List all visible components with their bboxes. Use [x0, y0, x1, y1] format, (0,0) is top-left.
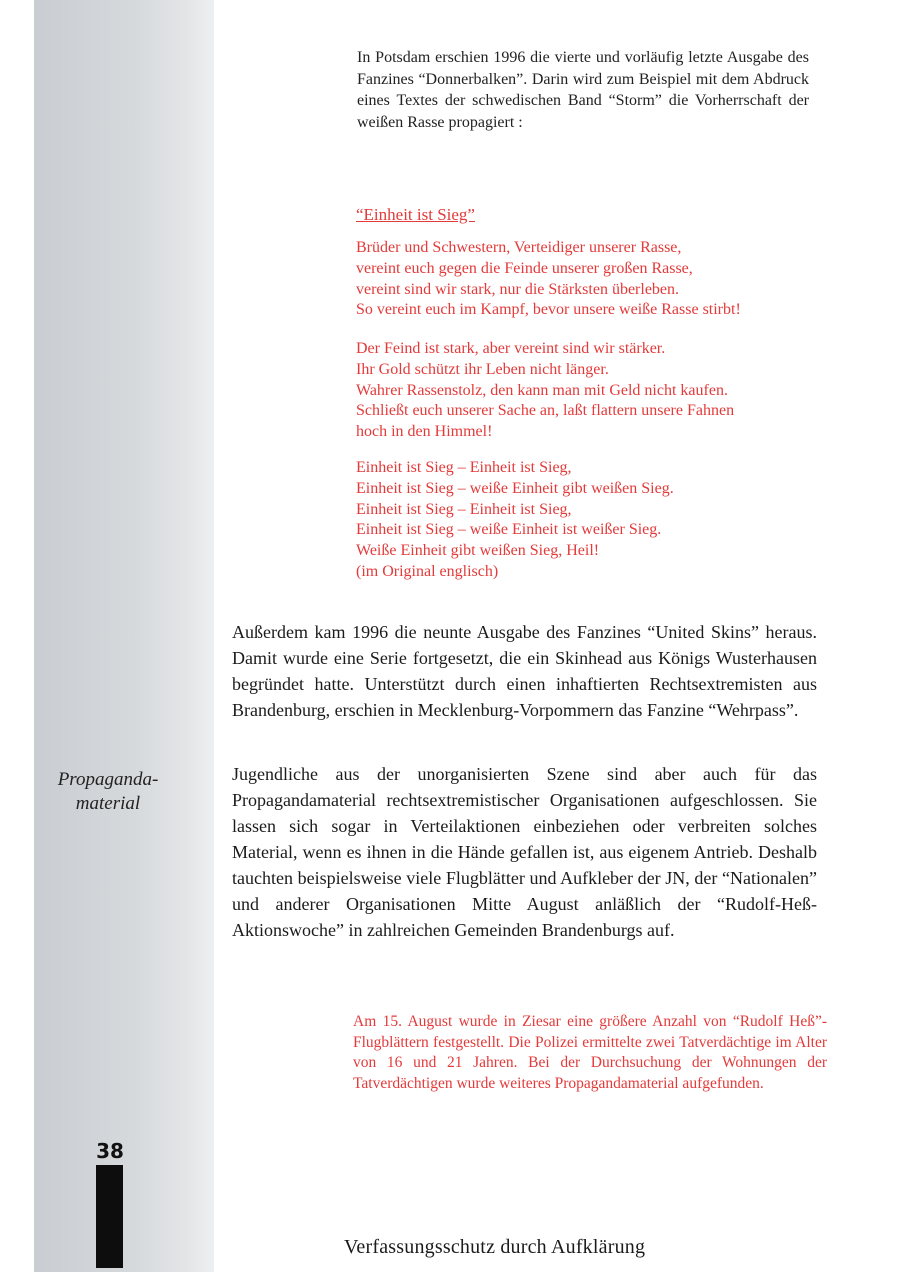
quote-line: vereint sind wir stark, nur die Stärksten überleben.	[356, 280, 680, 298]
quote-title: “Einheit ist Sieg”	[356, 205, 475, 224]
quote-line: Ihr Gold schützt ihr Leben nicht länger.	[356, 360, 609, 378]
quote-line: Schließt euch unserer Sache an, laßt flattern unsere Fahnen	[356, 402, 735, 420]
page-number: 38	[96, 1139, 124, 1163]
quote-line: hoch in den Himmel!	[356, 423, 493, 441]
quote-line: So vereint euch im Kampf, bevor unsere weiße Rasse stirbt!	[356, 301, 741, 319]
quote-line: Einheit ist Sieg – Einheit ist Sieg,	[356, 500, 572, 518]
body-paragraph-1: Außerdem kam 1996 die neunte Ausgabe des Fanzines “United Skins” heraus. Damit wurde eine Serie fortgesetzt, die ein Skinhead aus Königs Wusterhausen begründet hatte. Unterstützt durch einen inhaftierten Rechtsextremisten aus Brandenburg, erschien in Mecklenburg-Vorpommern das Fanzine “Wehrpass”.	[232, 622, 817, 720]
margin-strip	[34, 0, 214, 1272]
page-number-bar	[96, 1165, 123, 1268]
case-note: Am 15. August wurde in Ziesar eine größere Anzahl von “Rudolf Heß”-Flugblättern festgestellt. Die Polizei ermittelte zwei Tatverdächtige im Alter von 16 und 21 Jahren. Bei der Durchsuchung der Wohnungen der Tatverdächtigen wurde weiteres Propagandamaterial aufgefunden.	[353, 1013, 827, 1092]
margin-note-line1: Propaganda-	[57, 769, 159, 790]
quote-stanza-3	[356, 458, 826, 583]
quote-line: Weiße Einheit gibt weißen Sieg, Heil!	[356, 542, 600, 560]
quote-line: Brüder und Schwestern, Verteidiger unserer Rasse,	[356, 239, 682, 256]
quote-line: Einheit ist Sieg – weiße Einheit gibt weißen Sieg.	[356, 479, 674, 497]
quote-source-note: (im Original englisch)	[356, 562, 499, 580]
quote-line: Einheit ist Sieg – Einheit ist Sieg,	[356, 459, 572, 476]
quote-line: Der Feind ist stark, aber vereint sind wir stärker.	[356, 340, 666, 357]
quote-stanza-2	[356, 339, 826, 443]
page-footer: Verfassungsschutz durch Aufklärung	[344, 1236, 646, 1258]
quote-line: Wahrer Rassenstolz, den kann man mit Geld nicht kaufen.	[356, 381, 728, 399]
margin-note	[40, 768, 176, 816]
quote-line: Einheit ist Sieg – weiße Einheit ist weißer Sieg.	[356, 521, 662, 539]
body-paragraph-2: Jugendliche aus der unorganisierten Szene sind aber auch für das Propagandamaterial rechtsextremistischer Organisationen aufgeschlossen. Sie lassen sich sogar in Verteilaktionen einbeziehen oder verbreiten solches Material, wenn es ihnen in die Hände gefallen ist, aus eigenem Antrieb. Deshalb tauchten beispielsweise viele Flugblätter und Aufkleber der JN, der “Nationalen” und anderer Organisationen Mitte August anläßlich der “Rudolf-Heß-Aktionswoche” in zahlreichen Gemeinden Brandenburgs auf.	[232, 764, 817, 940]
quote-line: vereint euch gegen die Feinde unserer großen Rasse,	[356, 259, 693, 277]
margin-note-line2: material	[75, 793, 141, 814]
quote-stanza-1	[356, 238, 826, 321]
intro-paragraph: In Potsdam erschien 1996 die vierte und vorläufig letzte Ausgabe des Fanzines “Donnerbalken”. Darin wird zum Beispiel mit dem Abdruck eines Textes der schwedischen Band “Storm” die Vorherrschaft der weißen Rasse propagiert :	[357, 49, 809, 131]
